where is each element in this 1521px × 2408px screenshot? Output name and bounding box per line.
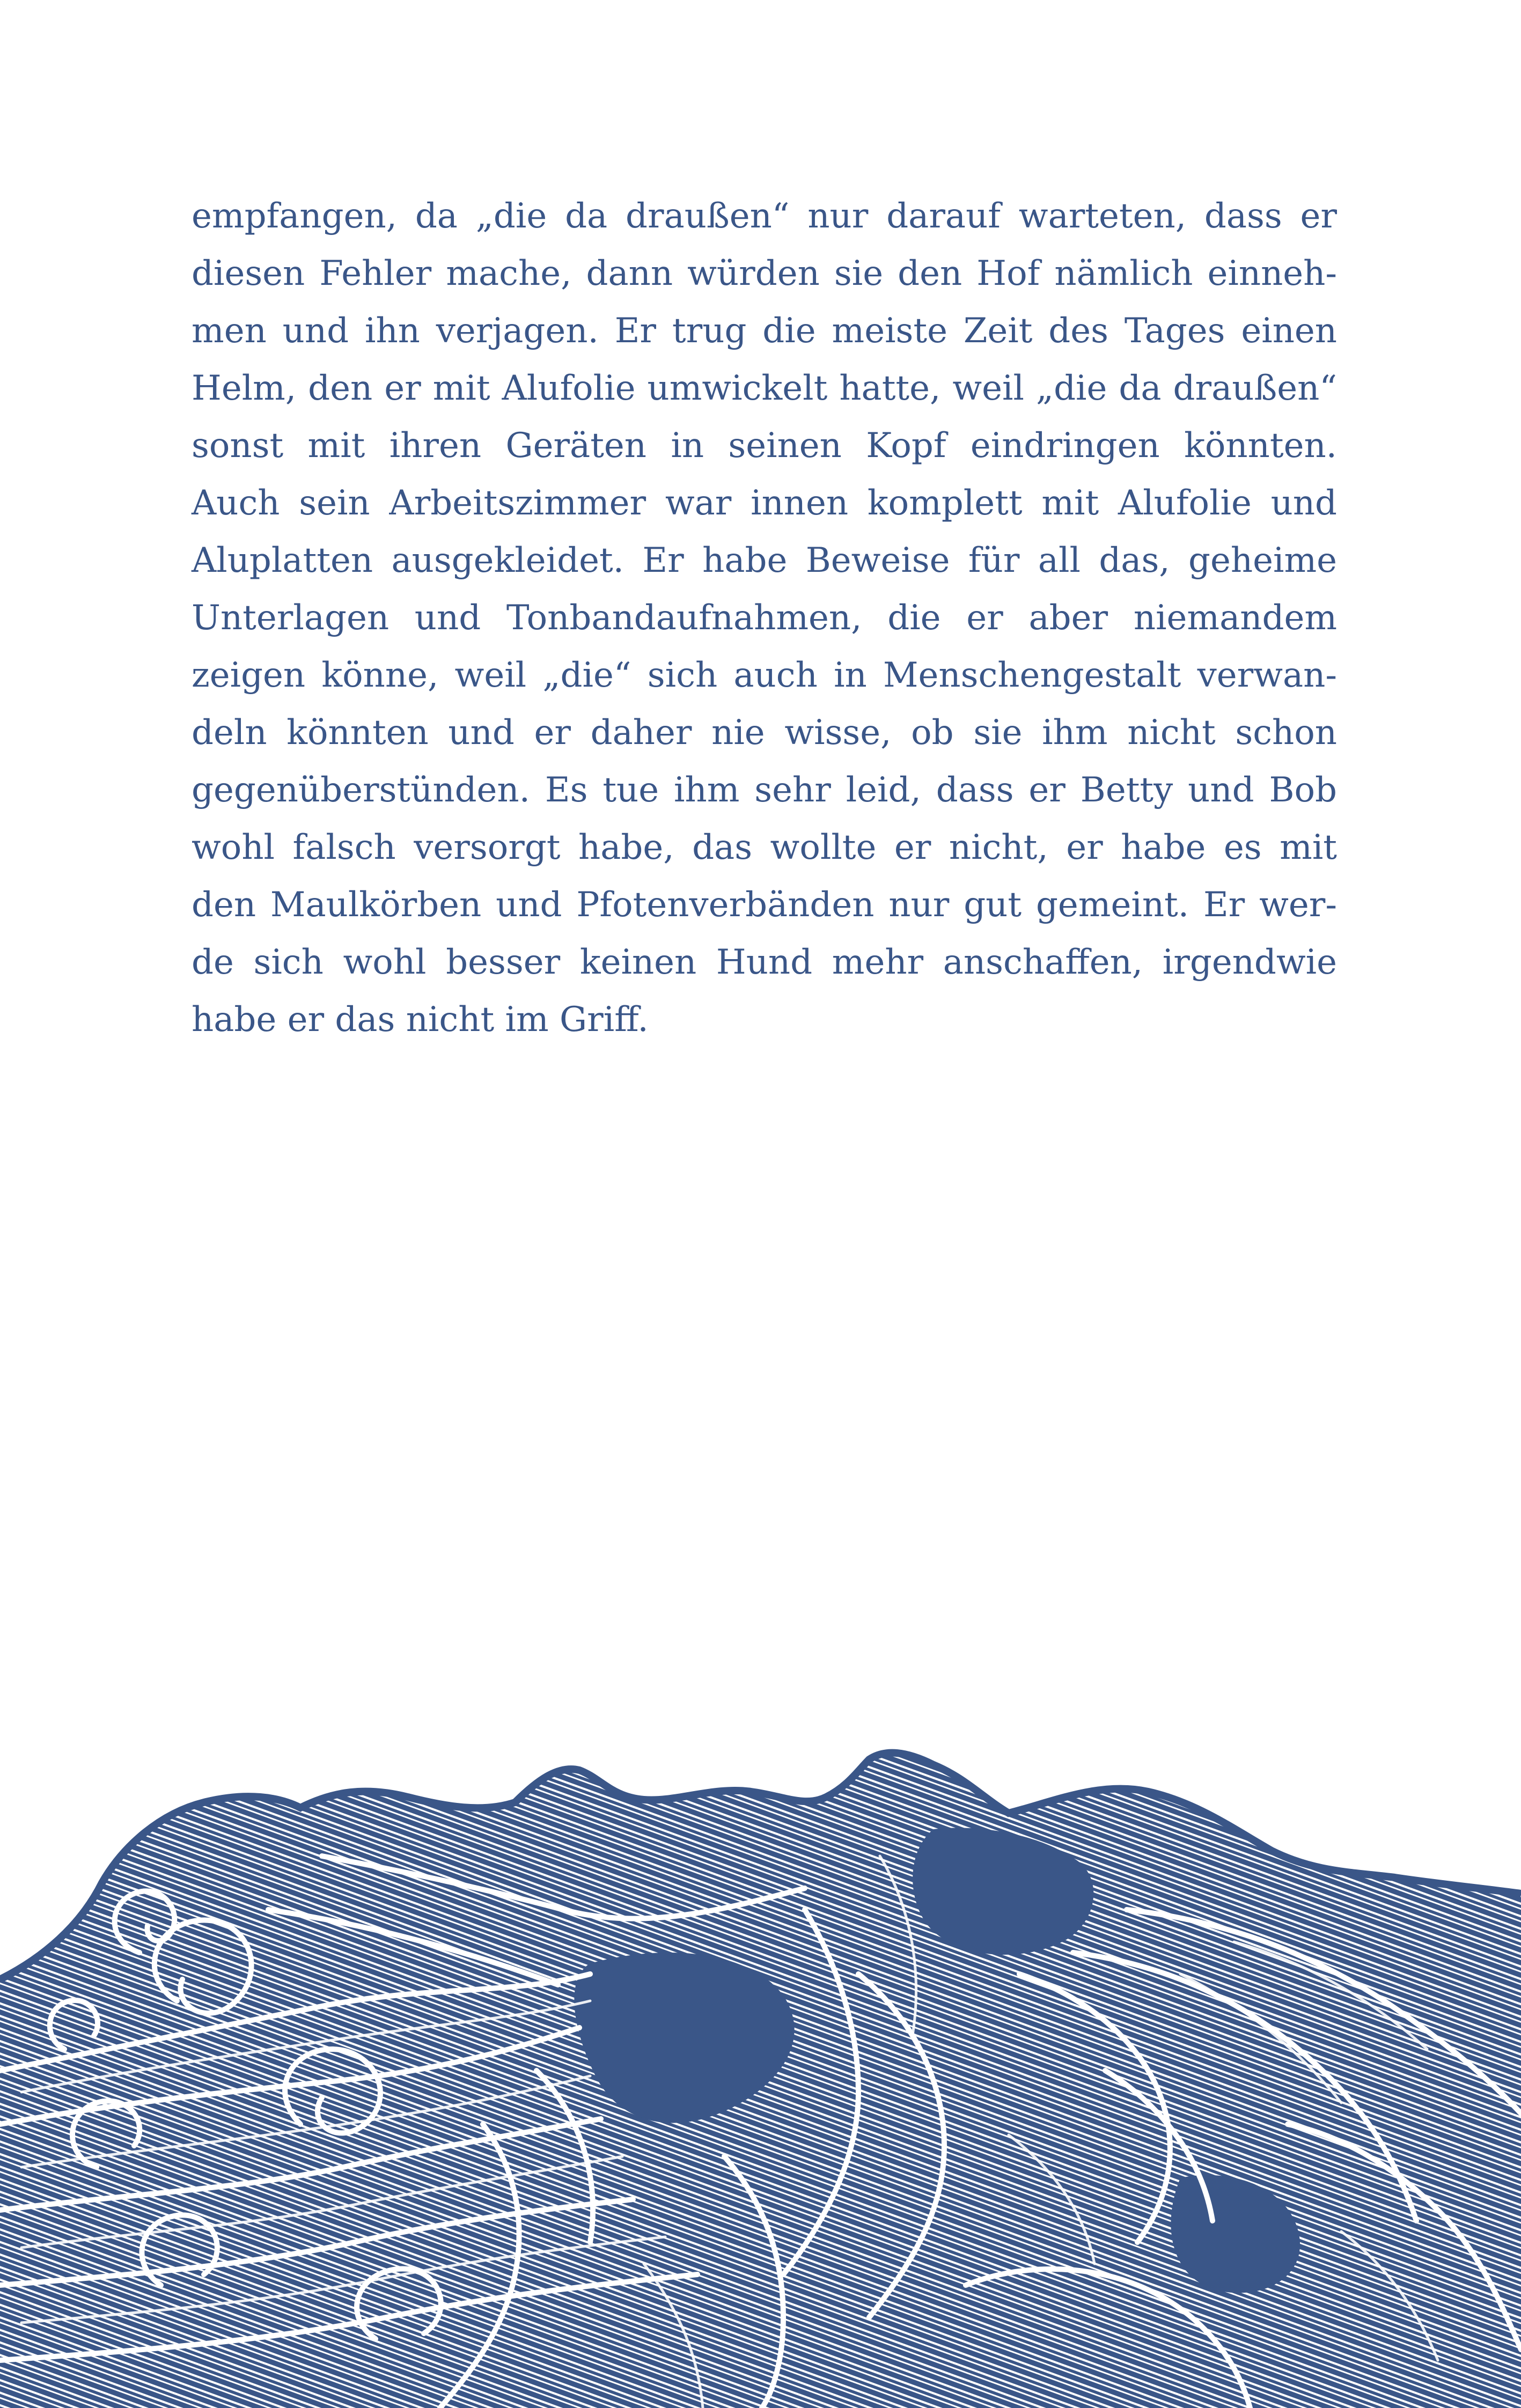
text-line: habe er das nicht im Griff. [192, 1000, 649, 1040]
text-line: Aluplatten ausgekleidet. Er habe Beweise für all das, geheime [192, 541, 1337, 580]
ocean-waves-illustration [0, 1749, 1521, 2408]
text-line: de sich wohl besser keinen Hund mehr anschaffen, irgendwie [192, 942, 1337, 982]
text-line: gegenüberstünden. Es tue ihm sehr leid, dass er Betty und Bob [192, 770, 1337, 810]
text-line: Helm, den er mit Alufolie umwickelt hatte, weil „die da draußen“ [192, 369, 1337, 408]
text-line: diesen Fehler mache, dann würden sie den Hof nämlich einneh- [192, 254, 1337, 293]
body-text [192, 188, 1337, 1049]
text-line: sonst mit ihren Geräten in seinen Kopf eindringen könnten. [192, 426, 1337, 466]
text-line: zeigen könne, weil „die“ sich auch in Menschengestalt verwan- [192, 656, 1337, 695]
text-line: wohl falsch versorgt habe, das wollte er nicht, er habe es mit [192, 828, 1337, 867]
text-line: men und ihn verjagen. Er trug die meiste Zeit des Tages einen [192, 311, 1337, 351]
text-line: Unterlagen und Tonbandaufnahmen, die er aber niemandem [192, 598, 1337, 638]
text-line: den Maulkörben und Pfotenverbänden nur gut gemeint. Er wer- [192, 885, 1337, 925]
text-line: Auch sein Arbeitszimmer war innen komplett mit Alufolie und [192, 483, 1337, 523]
text-line: deln könnten und er daher nie wisse, ob sie ihm nicht schon [192, 713, 1337, 753]
text-line: empfangen, da „die da draußen“ nur darauf warteten, dass er [192, 196, 1337, 236]
